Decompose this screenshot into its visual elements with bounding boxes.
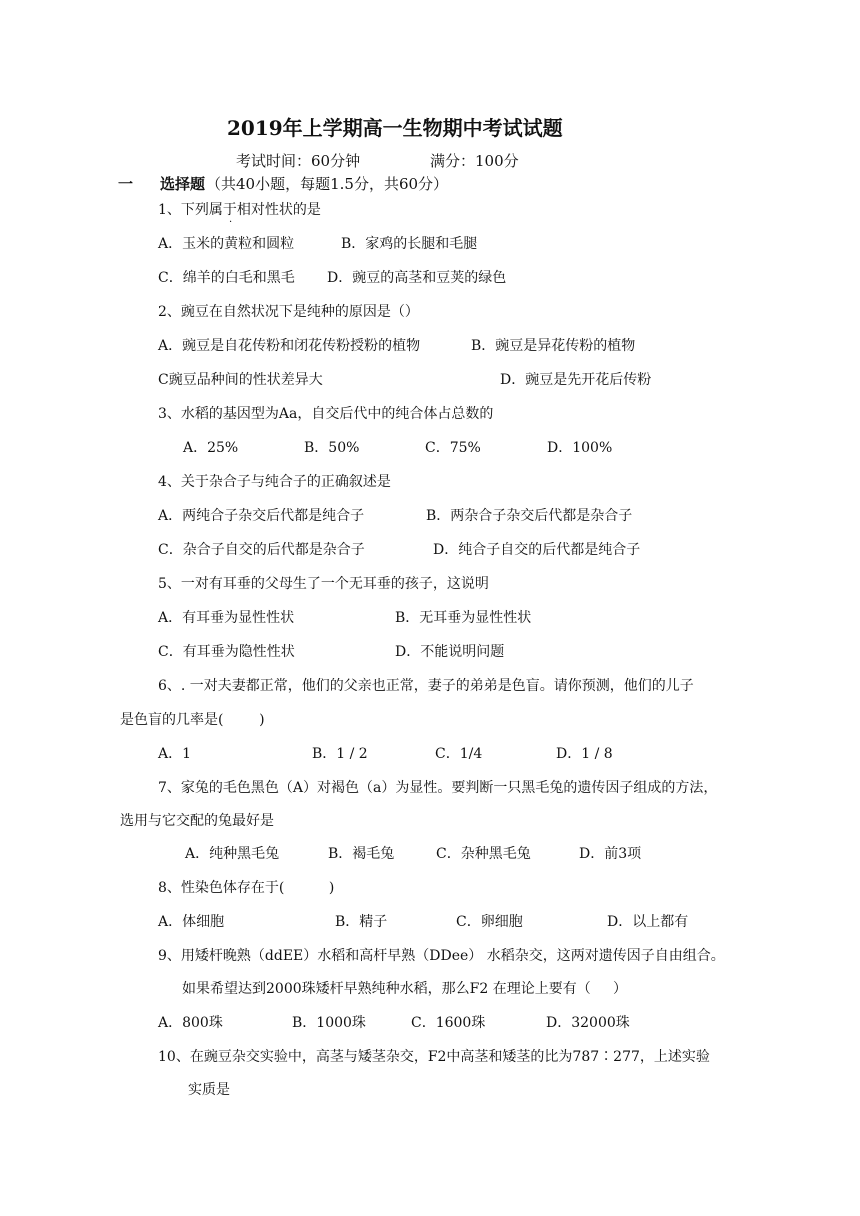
question-4-stem: 4、关于杂合子与纯合子的正确叙述是 <box>158 474 391 490</box>
question-10-stem-line2: 实质是 <box>188 1082 230 1098</box>
question-7-stem-line1: 7、家兔的毛色黑色（A）对褐色（a）为显性。要判断一只黑毛兔的遗传因子组成的方法， <box>158 780 718 796</box>
q7-option-b: B．褐毛兔 <box>328 846 395 862</box>
q4-option-d: D．纯合子自交的后代都是纯合子 <box>433 542 641 558</box>
q1-option-a: A．玉米的黄粒和圆粒 <box>158 236 295 252</box>
q4-option-a: A．两纯合子杂交后代都是纯合子 <box>158 508 365 524</box>
question-8-stem: 8、性染色体存在于( ) <box>158 880 335 896</box>
q8-option-c: C．卵细胞 <box>456 914 523 930</box>
question-5-stem: 5、一对有耳垂的父母生了一个无耳垂的孩子，这说明 <box>158 576 489 592</box>
question-6-stem-line1: 6、. 一对夫妻都正常，他们的父亲也正常，妻子的弟弟是色盲。请你预测，他们的儿子 <box>158 678 694 694</box>
q8-option-d: D．以上都有 <box>607 914 689 930</box>
question-6-stem-line2: 是色盲的几率是( ) <box>120 712 265 728</box>
q7-option-c: C．杂种黑毛兔 <box>436 846 531 862</box>
q3-option-c: C．75% <box>425 440 481 456</box>
q1-option-c: C．绵羊的白毛和黑毛 <box>158 270 295 286</box>
question-3-stem: 3、水稻的基因型为Aa，自交后代中的纯合体占总数的 <box>158 406 494 422</box>
q5-option-b: B．无耳垂为显性性状 <box>395 610 532 626</box>
emphasis-dot: · <box>229 217 233 228</box>
q9-option-a: A．800珠 <box>158 1015 223 1031</box>
q6-option-d: D．1 / 8 <box>556 746 613 762</box>
question-7-stem-line2: 选用与它交配的兔最好是 <box>120 813 274 829</box>
q2-option-c: C豌豆品种间的性状差异大 <box>158 372 323 388</box>
q3-option-a: A．25% <box>183 440 239 456</box>
section-number: 一 <box>118 175 134 193</box>
q1-option-b: B．家鸡的长腿和毛腿 <box>341 236 478 252</box>
q1-option-d: D．豌豆的高茎和豆荚的绿色 <box>327 270 507 286</box>
q3-option-d: D．100% <box>547 440 613 456</box>
q7-option-d: D．前3项 <box>579 846 642 862</box>
q9-option-b: B．1000珠 <box>292 1015 366 1031</box>
q8-option-b: B．精子 <box>335 914 388 930</box>
full-score: 满分：100分 <box>430 152 519 170</box>
section-title: 选择题 <box>160 175 206 193</box>
q8-option-a: A．体细胞 <box>158 914 225 930</box>
question-1-stem: 1、下列属于相对性状的是 <box>158 202 321 218</box>
q6-option-a: A．1 <box>158 746 192 762</box>
q9-option-c: C．1600珠 <box>411 1015 486 1031</box>
q5-option-a: A．有耳垂为显性性状 <box>158 610 295 626</box>
question-9-stem-line2: 如果希望达到2000珠矮杆早熟纯种水稻，那么F2 在理论上要有（ ） <box>182 981 627 997</box>
q5-option-d: D．不能说明问题 <box>395 644 505 660</box>
exam-time: 考试时间：60分钟 <box>236 152 361 170</box>
q4-option-c: C．杂合子自交的后代都是杂合子 <box>158 542 365 558</box>
q5-option-c: C．有耳垂为隐性性状 <box>158 644 295 660</box>
q7-option-a: A．纯种黑毛兔 <box>185 846 280 862</box>
question-2-stem: 2、豌豆在自然状况下是纯种的原因是（） <box>158 304 419 320</box>
q2-option-d: D．豌豆是先开花后传粉 <box>500 372 652 388</box>
question-10-stem-line1: 10、在豌豆杂交实验中，高茎与矮茎杂交，F2中高茎和矮茎的比为787∶277，上述实验 <box>158 1049 710 1065</box>
q6-option-b: B．1 / 2 <box>312 746 368 762</box>
q4-option-b: B．两杂合子杂交后代都是杂合子 <box>426 508 633 524</box>
q3-option-b: B．50% <box>304 440 360 456</box>
section-note: （共40小题，每题1.5分，共60分） <box>206 175 449 193</box>
q2-option-b: B．豌豆是异花传粉的植物 <box>471 338 636 354</box>
page-title: 2019年上学期高一生物期中考试试题 <box>227 116 563 140</box>
q2-option-a: A．豌豆是自花传粉和闭花传粉授粉的植物 <box>158 338 421 354</box>
question-9-stem-line1: 9、用矮杆晚熟（ddEE）水稻和高杆早熟（DDee） 水稻杂交，这两对遗传因子自由组合。 <box>158 948 725 964</box>
q6-option-c: C．1/4 <box>435 746 483 762</box>
q9-option-d: D．32000珠 <box>546 1015 630 1031</box>
